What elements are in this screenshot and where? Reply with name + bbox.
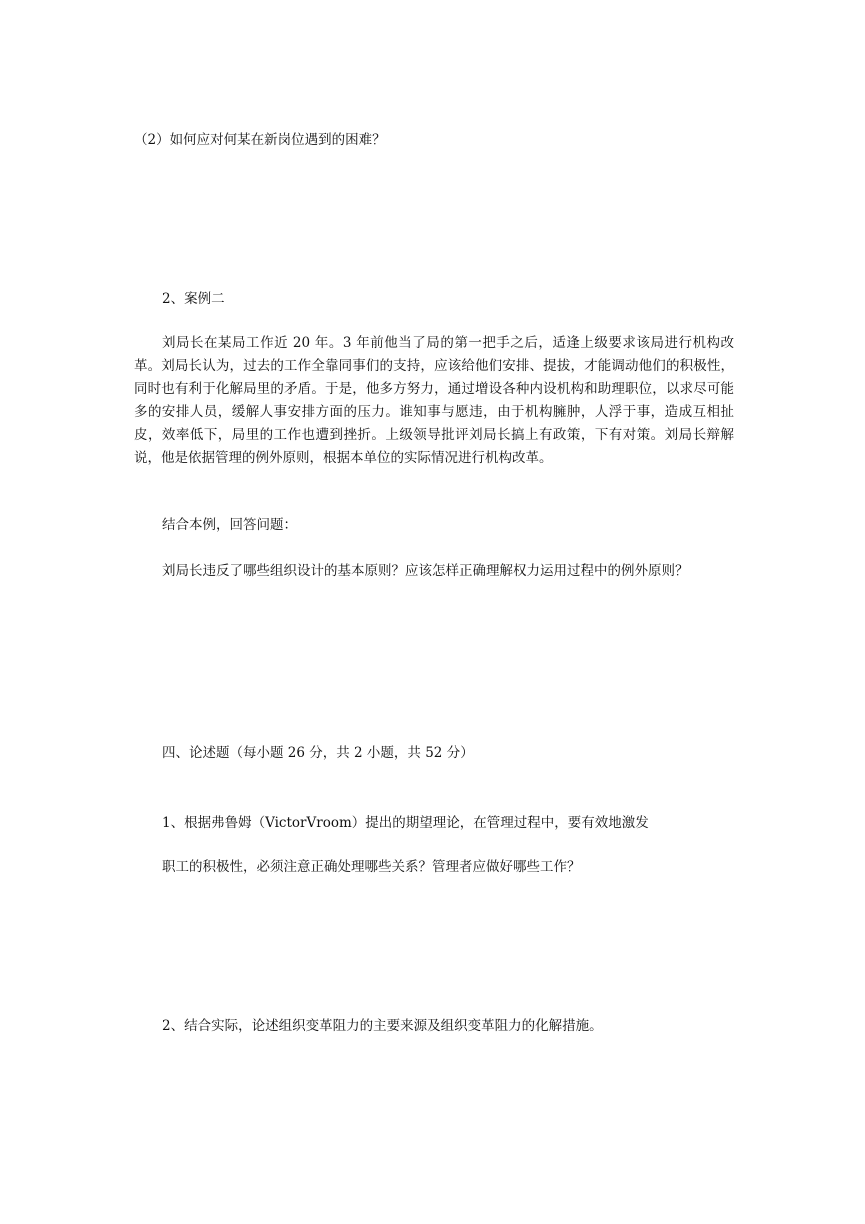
section-4-heading: 四、论述题（每小题 26 分，共 2 小题，共 52 分） — [162, 745, 474, 761]
case-2-prompt: 结合本例，回答问题： — [162, 517, 297, 533]
case-2-body: 刘局长在某局工作近 20 年。3 年前他当了局的第一把手之后，适逢上级要求该局进行机构改革。刘局长认为，过去的工作全靠同事们的支持，应该给他们安排、提拔，才能调动他们的积极性，同时也有利于化解局里的矛盾。于是，他多方努力，通过增设各种内设机构和助理职位，以求尽可能多的安排人员，缓解人事安排方面的压力。谁知事与愿违，由于机构臃肿，人浮于事，造成互相扯皮，效率低下，局里的工作也遭到挫折。上级领导批评刘局长搞上有政策，下有对策。刘局长辩解说，他是依据管理的例外原则，根据本单位的实际情况进行机构改革。 — [134, 335, 734, 466]
case-2-question: 刘局长违反了哪些组织设计的基本原则？应该怎样正确理解权力运用过程中的例外原则？ — [162, 563, 689, 579]
case-2-heading: 2、案例二 — [162, 291, 225, 307]
essay-question-2: 2、结合实际，论述组织变革阻力的主要来源及组织变革阻力的化解措施。 — [162, 1018, 603, 1034]
essay-question-1-line-2: 职工的积极性，必须注意正确处理哪些关系？管理者应做好哪些工作？ — [162, 859, 581, 875]
question-2-text: （2）如何应对何某在新岗位遇到的困难？ — [134, 132, 386, 148]
essay-question-1-line-1: 1、根据弗鲁姆（VictorVroom）提出的期望理论，在管理过程中，要有效地激发 — [162, 815, 649, 831]
